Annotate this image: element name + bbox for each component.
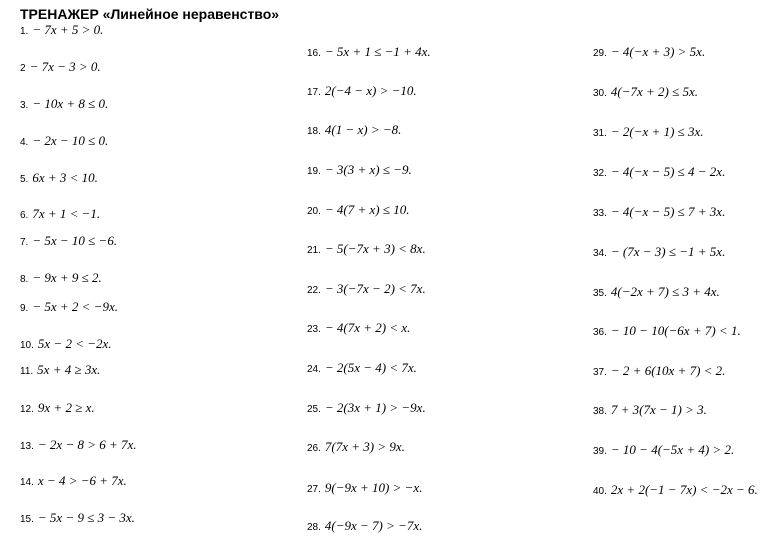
problem-expression: − 2x − 8 > 6 + 7x.: [37, 437, 137, 452]
problem-expression: 7 + 3(7x − 1) > 3.: [610, 402, 707, 417]
problem-27: [307, 480, 422, 496]
problem-expression: 6x + 3 < 10.: [32, 170, 98, 185]
problem-29: [593, 44, 705, 60]
problem-expression: − 7x − 3 > 0.: [29, 59, 101, 74]
problem-expression: 9(−9x + 10) > −x.: [324, 480, 423, 495]
problem-expression: − 10x + 8 ≤ 0.: [32, 96, 109, 111]
problem-3: [20, 96, 108, 112]
problem-expression: − 4(7 + x) ≤ 10.: [324, 202, 410, 217]
problem-expression: 5x + 4 ≥ 3x.: [37, 362, 101, 377]
problem-number: 18.: [307, 126, 321, 137]
problem-number: 34.: [593, 248, 607, 259]
problem-expression: − 7x + 5 > 0.: [32, 22, 104, 37]
problem-number: 38.: [593, 406, 607, 417]
problem-expression: − 5x + 2 < −9x.: [32, 299, 118, 314]
problem-36: [593, 323, 741, 339]
problem-expression: 2x + 2(−1 − 7x) < −2x − 6.: [610, 482, 758, 497]
problem-expression: − 5x + 1 ≤ −1 + 4x.: [324, 44, 431, 59]
problem-number: 14.: [20, 477, 34, 488]
problem-expression: 5x − 2 < −2x.: [37, 336, 112, 351]
problem-expression: − 3(−7x − 2) < 7x.: [324, 281, 426, 296]
problem-18: [307, 122, 401, 138]
problem-number: 35.: [593, 288, 607, 299]
problem-number: 24.: [307, 364, 321, 375]
problem-26: [307, 439, 405, 455]
problem-number: 33.: [593, 208, 607, 219]
problem-expression: − 2(3x + 1) > −9x.: [324, 400, 426, 415]
problem-number: 5.: [20, 174, 29, 185]
problem-number: 13.: [20, 441, 34, 452]
problem-13: [20, 437, 137, 453]
problem-number: 1.: [20, 26, 29, 37]
problem-35: [593, 284, 720, 300]
problem-number: 15.: [20, 514, 34, 525]
problem-number: 12.: [20, 404, 34, 415]
problem-number: 31.: [593, 128, 607, 139]
problem-1: [20, 22, 103, 38]
problem-11: [20, 362, 100, 378]
problem-39: [593, 442, 734, 458]
problem-16: [307, 44, 431, 60]
problem-expression: − 4(−x − 5) ≤ 4 − 2x.: [610, 164, 726, 179]
problem-expression: − 3(3 + x) ≤ −9.: [324, 162, 412, 177]
page-title: ТРЕНАЖЕР «Линейное неравенство»: [20, 6, 280, 22]
problem-number: 32.: [593, 168, 607, 179]
problem-expression: − 5x − 9 ≤ 3 − 3x.: [37, 510, 135, 525]
problem-number: 6.: [20, 210, 29, 221]
problem-number: 20.: [307, 206, 321, 217]
problem-17: [307, 83, 417, 99]
problem-20: [307, 202, 410, 218]
problem-number: 19.: [307, 166, 321, 177]
problem-number: 8.: [20, 274, 29, 285]
problem-number: 30.: [593, 88, 607, 99]
problem-number: 7.: [20, 237, 29, 248]
problem-5: [20, 170, 98, 186]
problem-8: [20, 270, 102, 286]
problem-number: 25.: [307, 404, 321, 415]
problem-expression: − 2 + 6(10x + 7) < 2.: [610, 363, 726, 378]
problem-number: 36.: [593, 327, 607, 338]
problem-number: 11.: [20, 366, 34, 377]
problem-24: [307, 360, 417, 376]
problem-number: 28.: [307, 522, 321, 533]
problem-expression: 7x + 1 < −1.: [32, 206, 101, 221]
problem-number: 10.: [20, 340, 34, 351]
problem-40: [593, 482, 758, 498]
problem-expression: − 9x + 9 ≤ 2.: [32, 270, 102, 285]
problem-22: [307, 281, 426, 297]
problem-expression: 9x + 2 ≥ x.: [37, 400, 95, 415]
problem-7: [20, 233, 117, 249]
problem-number: 37.: [593, 367, 607, 378]
problem-31: [593, 124, 704, 140]
problem-number: 21.: [307, 245, 321, 256]
problem-32: [593, 164, 725, 180]
problem-14: [20, 473, 127, 489]
problem-25: [307, 400, 426, 416]
problem-expression: − 2(5x − 4) < 7x.: [324, 360, 417, 375]
problem-6: [20, 206, 100, 222]
problem-expression: 7(7x + 3) > 9x.: [324, 439, 405, 454]
problem-expression: − 5x − 10 ≤ −6.: [32, 233, 118, 248]
problem-expression: 4(−9x − 7) > −7x.: [324, 518, 423, 533]
problem-33: [593, 204, 725, 220]
problem-number: 27.: [307, 484, 321, 495]
problem-expression: − 5(−7x + 3) < 8x.: [324, 241, 426, 256]
problem-expression: − 4(−x + 3) > 5x.: [610, 44, 706, 59]
problem-37: [593, 363, 725, 379]
problem-number: 39.: [593, 446, 607, 457]
problem-34: [593, 244, 725, 260]
problem-4: [20, 133, 108, 149]
problem-19: [307, 162, 412, 178]
problem-expression: 4(−7x + 2) ≤ 5x.: [610, 84, 699, 99]
problem-expression: 4(1 − x) > −8.: [324, 122, 402, 137]
problem-38: [593, 402, 707, 418]
problem-expression: − (7x − 3) ≤ −1 + 5x.: [610, 244, 726, 259]
problem-9: [20, 299, 118, 315]
problem-number: 16.: [307, 48, 321, 59]
problem-number: 9.: [20, 303, 29, 314]
problem-2: [20, 59, 101, 75]
problem-28: [307, 518, 422, 534]
problem-expression: − 10 − 10(−6x + 7) < 1.: [610, 323, 741, 338]
problem-number: 40.: [593, 486, 607, 497]
problem-expression: x − 4 > −6 + 7x.: [37, 473, 127, 488]
problem-number: 26.: [307, 443, 321, 454]
problem-number: 29.: [593, 48, 607, 59]
problem-number: 4.: [20, 137, 29, 148]
problem-15: [20, 510, 135, 526]
problem-expression: − 4(−x − 5) ≤ 7 + 3x.: [610, 204, 726, 219]
problem-30: [593, 84, 698, 100]
problem-number: 3.: [20, 100, 29, 111]
problem-number: 23.: [307, 324, 321, 335]
problem-number: 17.: [307, 87, 321, 98]
problem-number: 22.: [307, 285, 321, 296]
problem-expression: − 2x − 10 ≤ 0.: [32, 133, 109, 148]
problem-number: 2: [20, 63, 26, 74]
problem-10: [20, 336, 112, 352]
problem-23: [307, 320, 410, 336]
problem-12: [20, 400, 95, 416]
problem-expression: 2(−4 − x) > −10.: [324, 83, 417, 98]
problem-expression: − 2(−x + 1) ≤ 3x.: [610, 124, 704, 139]
problem-expression: − 10 − 4(−5x + 4) > 2.: [610, 442, 735, 457]
problem-expression: 4(−2x + 7) ≤ 3 + 4x.: [610, 284, 720, 299]
problem-expression: − 4(7x + 2) < x.: [324, 320, 411, 335]
problem-21: [307, 241, 426, 257]
